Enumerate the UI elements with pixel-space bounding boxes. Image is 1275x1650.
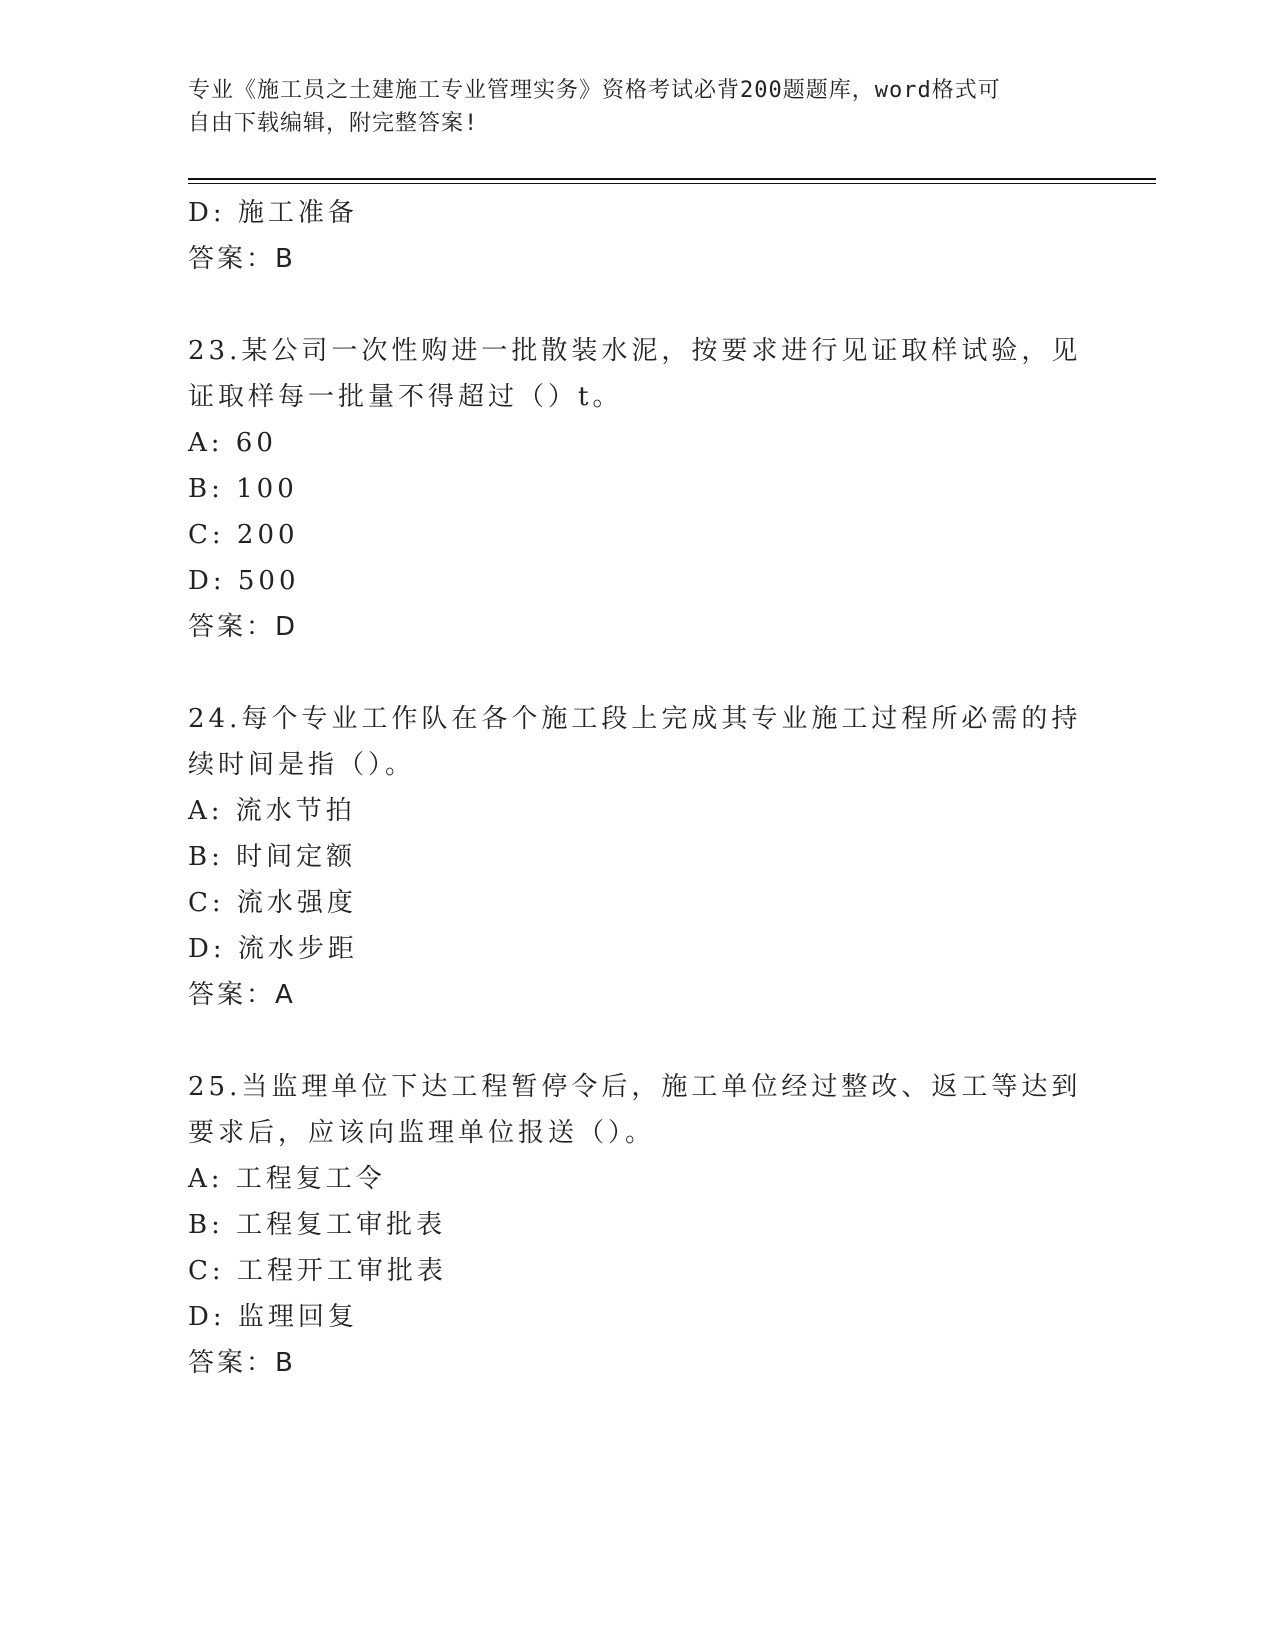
option-d: D: 施工准备 <box>188 198 358 228</box>
question-text: 23.某公司一次性购进一批散装水泥，按要求进行见证取样试验，见证取样每一批量不得超过（）t。 <box>188 336 1082 412</box>
option-a: A: 工程复工令 <box>188 1164 386 1194</box>
option-a: A: 流水节拍 <box>188 796 356 826</box>
option-b: B: 100 <box>188 474 298 504</box>
answer: 答案：B <box>188 1348 296 1378</box>
option-b: B: 工程复工审批表 <box>188 1210 447 1240</box>
option-c: C: 流水强度 <box>188 888 357 918</box>
question-text: 25.当监理单位下达工程暂停令后，施工单位经过整改、返工等达到要求后，应该向监理单位报送（）。 <box>188 1072 1082 1148</box>
option-d: D: 监理回复 <box>188 1302 358 1332</box>
document-header <box>188 74 1068 140</box>
answer: 答案：B <box>188 244 296 274</box>
option-a: A: 60 <box>188 428 277 458</box>
option-d: D: 500 <box>188 566 300 596</box>
answer: 答案：D <box>188 612 299 642</box>
header-line-2: 自由下载编辑，附完整答案! <box>188 111 479 136</box>
option-c: C: 200 <box>188 520 299 550</box>
header-rule <box>188 178 1156 180</box>
header-rule-thin <box>188 183 1156 184</box>
question-list <box>188 190 1088 1386</box>
header-line-1: 专业《施工员之土建施工专业管理实务》资格考试必背200题题库，word格式可 <box>188 78 1001 103</box>
answer: 答案：A <box>188 980 296 1010</box>
option-b: B: 时间定额 <box>188 842 357 872</box>
question-25 <box>188 1064 1088 1386</box>
question-24 <box>188 696 1088 1018</box>
option-d: D: 流水步距 <box>188 934 358 964</box>
question-text: 24.每个专业工作队在各个施工段上完成其专业施工过程所必需的持续时间是指（）。 <box>188 704 1082 780</box>
question-23 <box>188 328 1088 650</box>
previous-question-tail <box>188 190 1088 282</box>
option-c: C: 工程开工审批表 <box>188 1256 447 1286</box>
